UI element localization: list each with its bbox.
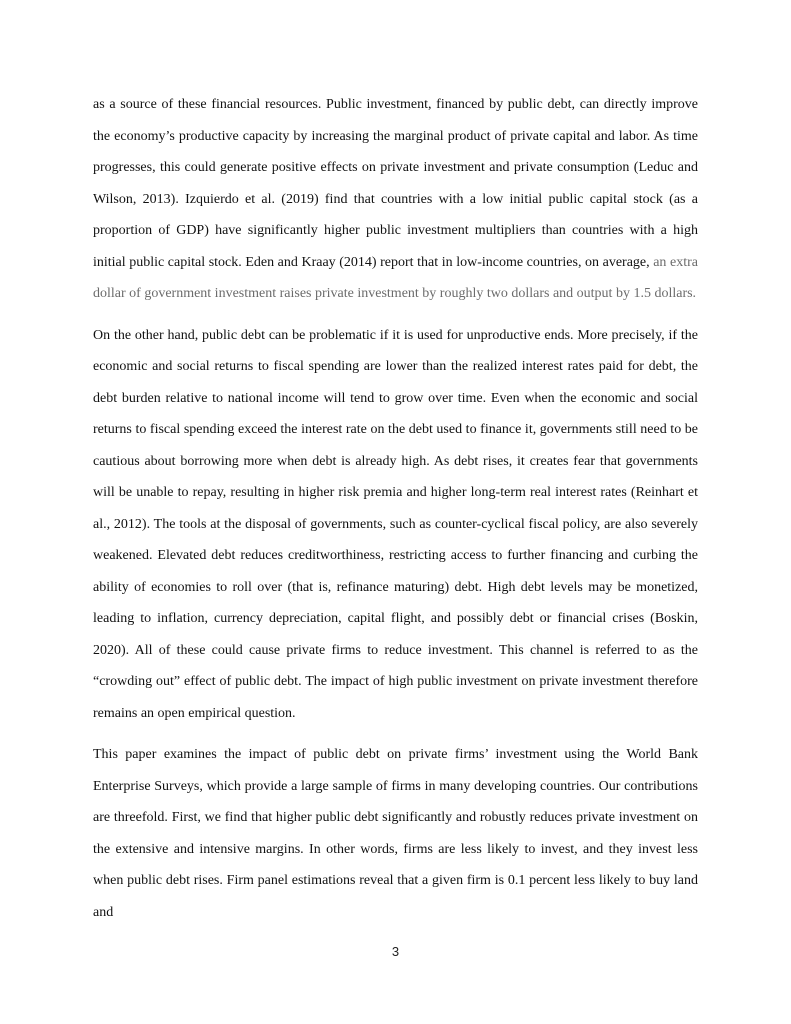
paragraph-3: This paper examines the impact of public debt on private firms’ investment using the World Bank Enterprise Surveys, which provide a large sample of firms in many developing countries. Our contributions are threefold. First, we find that higher public debt significantly and robustly reduces private investment on the extensive and intensive margins. In other words, firms are less likely to invest, and they invest less when public debt rises. Firm panel estimations reveal that a given firm is 0.1 percent less likely to buy land and <box>93 747 698 920</box>
paragraph-1-gray-text: an extra dollar of government investment raises private investment by roughly two dollars and output by 1.5 dollars. <box>93 254 698 301</box>
body-text <box>93 89 698 938</box>
page-number: 3 <box>391 944 400 959</box>
paragraph-1-text: as a source of these financial resources. Public investment, financed by public debt, can directly improve the economy’s productive capacity by increasing the marginal product of private capital and labor. As time progresses, this could generate positive effects on private investment and private consumption (Leduc and Wilson, 2013). Izquierdo et al. (2019) find that countries with a low initial public capital stock (as a proportion of GDP) have significantly higher public investment multipliers than countries with a high initial public capital stock. Eden and Kraay (2014) report that in low-income countries, on average, <box>93 97 698 270</box>
paragraph-1 <box>93 89 698 310</box>
paragraph-2: On the other hand, public debt can be problematic if it is used for unproductive ends. More precisely, if the economic and social returns to fiscal spending are lower than the realized interest rates paid for debt, the debt burden relative to national income will tend to grow over time. Even when the economic and social returns to fiscal spending exceed the interest rate on the debt used to finance it, governments still need to be cautious about borrowing more when debt is already high. As debt rises, it creates fear that governments will be unable to repay, resulting in higher risk premia and higher long-term real interest rates (Reinhart et al., 2012). The tools at the disposal of governments, such as counter-cyclical fiscal policy, are also severely weakened. Elevated debt reduces creditworthiness, restricting access to further financing and curbing the ability of economies to roll over (that is, refinance maturing) debt. High debt levels may be monetized, leading to inflation, currency depreciation, capital flight, and possibly debt or financial crises (Boskin, 2020). All of these could cause private firms to reduce investment. This channel is referred to as the “crowding out” effect of public debt. The impact of high public investment on private investment therefore remains an open empirical question. <box>93 327 698 721</box>
